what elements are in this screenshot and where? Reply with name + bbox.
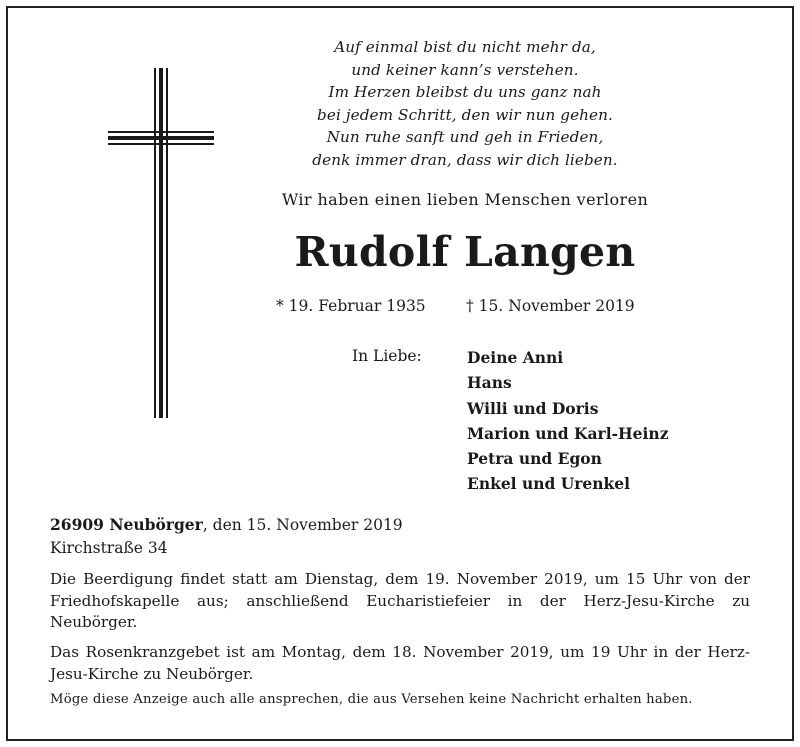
birth-date: * 19. Februar 1935 <box>276 297 426 315</box>
postal-city: 26909 Neubörger <box>50 515 203 534</box>
mourner: Deine Anni <box>467 348 564 367</box>
mourner: Marion und Karl-Heinz <box>467 423 669 443</box>
mourners-label: In Liebe: <box>352 347 422 365</box>
rosary-notice: Das Rosenkranzgebet ist am Montag, dem 18. November 2019, um 19 Uhr in der Herz-Jesu-Kirche zu Neubörger. <box>50 643 750 683</box>
poem-line: denk immer dran, dass wir dich lieben. <box>312 150 618 169</box>
mourner: Hans <box>467 373 512 393</box>
poem-line: Im Herzen bleibst du uns ganz nah <box>328 83 602 102</box>
mourner: Willi und Doris <box>467 398 599 418</box>
poem-line: und keiner kann’s verstehen. <box>351 60 579 79</box>
address-block <box>50 513 403 560</box>
poem <box>250 36 680 172</box>
closing-note: Möge diese Anzeige auch alle ansprechen, die aus Versehen keine Nachricht erhalten haben. <box>50 692 693 707</box>
poem-line: Auf einmal bist du nicht mehr da, <box>334 38 596 56</box>
death-date: † 15. November 2019 <box>466 297 635 315</box>
deceased-name: Rudolf Langen <box>294 228 636 276</box>
poem-line: bei jedem Schritt, den wir nun gehen. <box>317 105 613 124</box>
poem-line: Nun ruhe sanft und geh in Frieden, <box>326 128 604 147</box>
intro-line: Wir haben einen lieben Menschen verloren <box>281 190 649 209</box>
mourner: Petra und Egon <box>467 449 602 469</box>
notice-date: , den 15. November 2019 <box>202 516 403 534</box>
street: Kirchstraße 34 <box>50 539 168 557</box>
place-date-line <box>50 513 403 537</box>
mourners-list <box>467 345 669 497</box>
mourner: Enkel und Urenkel <box>467 474 631 494</box>
funeral-notice: Die Beerdigung findet statt am Dienstag, dem 19. November 2019, um 15 Uhr von der Friedhofskapelle aus; anschließend Eucharistiefeier in der Herz-Jesu-Kirche zu Neubörger. <box>50 570 750 632</box>
cross-icon <box>108 68 214 418</box>
